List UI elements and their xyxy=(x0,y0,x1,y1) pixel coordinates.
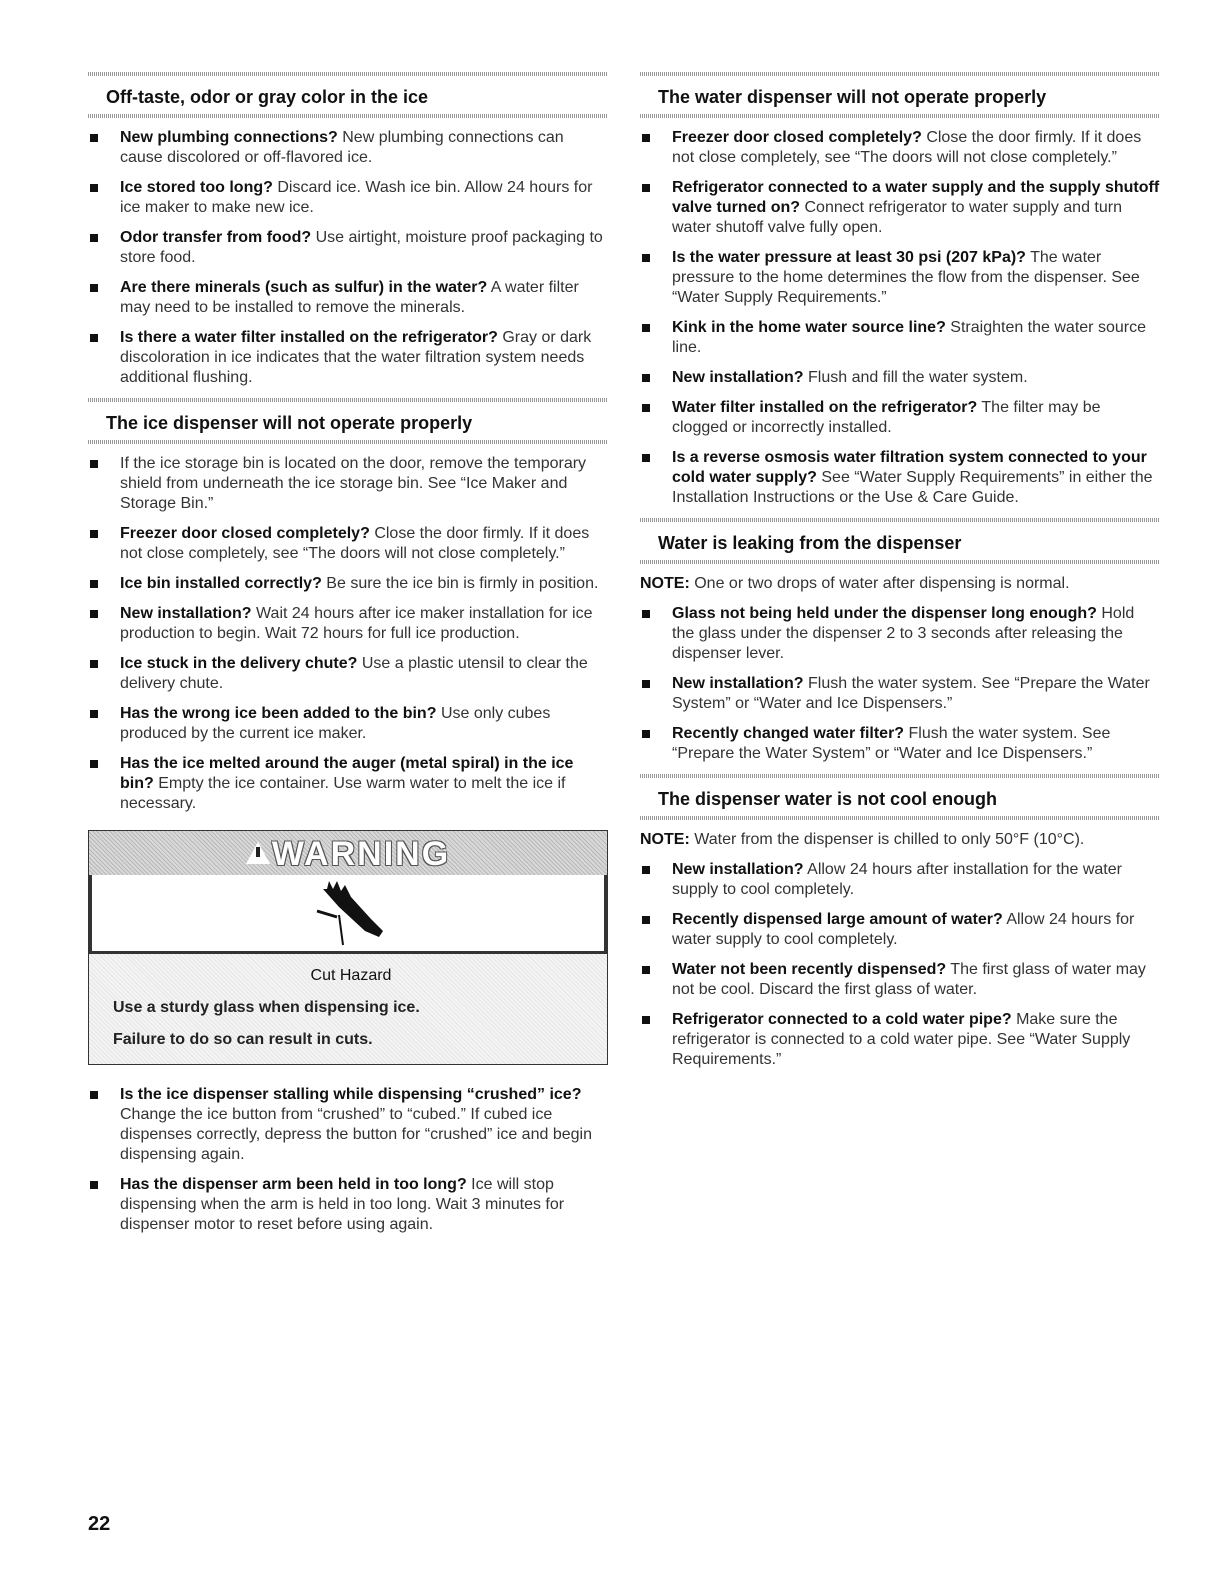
section-leaking xyxy=(640,518,1160,764)
bullet-icon xyxy=(90,284,98,292)
section-title: The water dispenser will not operate properly xyxy=(658,87,1047,107)
item-question: Is the water pressure at least 30 psi (207 kPa)? xyxy=(672,249,1026,266)
item-answer: The water pressure to the home determines the flow from the dispenser. See “Water Supply Requirements.” xyxy=(672,249,1140,306)
list-item xyxy=(640,178,1160,238)
bullet-icon xyxy=(90,710,98,718)
item-answer: Use airtight, moisture proof packaging to store food. xyxy=(120,229,603,266)
list-item xyxy=(640,448,1160,508)
item-answer: Use only cubes produced by the current ice maker. xyxy=(120,705,551,742)
warning-instruction: Use a sturdy glass when dispensing ice. xyxy=(113,999,420,1016)
item-answer: Ice will stop dispensing when the arm is held in too long. Wait 3 minutes for dispenser motor to reset before using again. xyxy=(120,1176,565,1233)
bullet-icon xyxy=(642,134,650,142)
list-item xyxy=(640,960,1160,1000)
item-answer: The filter may be clogged or incorrectly installed. xyxy=(672,399,1101,436)
item-answer: Use a plastic utensil to clear the delivery chute. xyxy=(120,655,588,692)
bullet-icon xyxy=(90,184,98,192)
item-question: Has the ice melted around the auger (metal spiral) in the ice bin? xyxy=(120,755,574,792)
item-question: Ice stored too long? xyxy=(120,179,273,196)
cut-hazard-icon xyxy=(293,875,403,947)
item-answer: New plumbing connections can cause discolored or off-flavored ice. xyxy=(120,129,564,166)
note-text: Water from the dispenser is chilled to only 50°F (10°C). xyxy=(694,831,1085,848)
list-item xyxy=(640,1010,1160,1070)
bullet-icon xyxy=(90,234,98,242)
item-question: Refrigerator connected to a cold water pipe? xyxy=(672,1011,1012,1028)
item-list xyxy=(88,1085,608,1235)
list-item xyxy=(88,654,608,694)
warning-box xyxy=(88,830,608,1065)
item-question: Freezer door closed completely? xyxy=(120,525,370,542)
item-answer: Flush and fill the water system. xyxy=(808,369,1028,386)
bullet-icon xyxy=(642,374,650,382)
item-answer: Be sure the ice bin is firmly in position. xyxy=(326,575,599,592)
list-item xyxy=(88,1085,608,1165)
list-item xyxy=(88,574,608,594)
item-answer: If the ice storage bin is located on the door, remove the temporary shield from underneath the ice storage bin. See “Ice Maker and Storage Bin.” xyxy=(120,455,587,512)
section-title: Off-taste, odor or gray color in the ice xyxy=(106,87,429,107)
bullet-icon xyxy=(642,730,650,738)
bullet-icon xyxy=(642,254,650,262)
section-title: The ice dispenser will not operate properly xyxy=(106,413,473,433)
item-question: New installation? xyxy=(120,605,252,622)
bullet-icon xyxy=(642,454,650,462)
note-label: NOTE: xyxy=(640,575,690,592)
item-list xyxy=(88,454,608,814)
item-answer: Empty the ice container. Use warm water to melt the ice if necessary. xyxy=(120,775,566,812)
list-item xyxy=(88,524,608,564)
section-off-taste xyxy=(88,72,608,388)
section-ice-dispenser xyxy=(88,398,608,1235)
list-item xyxy=(640,368,1160,388)
section-header xyxy=(88,72,608,118)
list-item xyxy=(88,178,608,218)
bullet-icon xyxy=(90,460,98,468)
item-question: Are there minerals (such as sulfur) in the water? xyxy=(120,279,488,296)
right-column xyxy=(640,72,1160,1080)
item-answer: Flush the water system. See “Prepare the Water System” or “Water and Ice Dispensers.” xyxy=(672,675,1150,712)
section-water-dispenser xyxy=(640,72,1160,508)
item-question: Has the dispenser arm been held in too long? xyxy=(120,1176,467,1193)
note-text: One or two drops of water after dispensing is normal. xyxy=(694,575,1070,592)
page-number: 22 xyxy=(88,1513,111,1535)
list-item xyxy=(640,674,1160,714)
item-question: Water filter installed on the refrigerator? xyxy=(672,399,978,416)
list-item xyxy=(88,1175,608,1235)
warning-text xyxy=(89,954,607,1064)
bullet-icon xyxy=(642,966,650,974)
section-header xyxy=(640,518,1160,564)
bullet-icon xyxy=(90,1181,98,1189)
warning-consequence: Failure to do so can result in cuts. xyxy=(113,1031,373,1048)
list-item xyxy=(88,128,608,168)
item-answer: Change the ice button from “crushed” to “cubed.” If cubed ice dispenses correctly, depress the button for “crushed” ice and begin dispensing again. xyxy=(120,1106,592,1163)
item-question: Glass not being held under the dispenser long enough? xyxy=(672,605,1097,622)
warning-header xyxy=(89,831,607,875)
item-question: Freezer door closed completely? xyxy=(672,129,922,146)
alert-triangle-icon xyxy=(246,842,270,864)
item-list xyxy=(640,604,1160,764)
item-answer: Straighten the water source line. xyxy=(672,319,1146,356)
item-question: Recently changed water filter? xyxy=(672,725,905,742)
item-answer: Close the door firmly. If it does not close completely, see “The doors will not close completely.” xyxy=(120,525,590,562)
list-item xyxy=(640,604,1160,664)
item-question: New installation? xyxy=(672,675,804,692)
list-item xyxy=(88,278,608,318)
item-question: Odor transfer from food? xyxy=(120,229,312,246)
bullet-icon xyxy=(642,866,650,874)
section-header xyxy=(88,398,608,444)
bullet-icon xyxy=(642,680,650,688)
item-list xyxy=(640,128,1160,508)
note-label: NOTE: xyxy=(640,831,690,848)
item-question: Is a reverse osmosis water filtration system connected to your cold water supply? xyxy=(672,449,1147,486)
item-answer: Wait 24 hours after ice maker installation for ice production to begin. Wait 72 hours for full ice production. xyxy=(120,605,593,642)
item-question: Ice stuck in the delivery chute? xyxy=(120,655,358,672)
list-item xyxy=(640,248,1160,308)
item-question: Has the wrong ice been added to the bin? xyxy=(120,705,437,722)
bullet-icon xyxy=(642,324,650,332)
bullet-icon xyxy=(90,1091,98,1099)
bullet-icon xyxy=(642,404,650,412)
bullet-icon xyxy=(90,610,98,618)
list-item xyxy=(640,128,1160,168)
list-item xyxy=(640,860,1160,900)
item-question: Ice bin installed correctly? xyxy=(120,575,322,592)
list-item xyxy=(640,724,1160,764)
item-answer: Close the door firmly. If it does not close completely, see “The doors will not close completely.” xyxy=(672,129,1142,166)
item-answer: See “Water Supply Requirements” in either the Installation Instructions or the Use & Care Guide. xyxy=(672,469,1153,506)
item-list xyxy=(88,128,608,388)
item-answer: Gray or dark discoloration in ice indicates that the water filtration system needs additional flushing. xyxy=(120,329,592,386)
item-answer: Make sure the refrigerator is connected to a cold water pipe. See “Water Supply Requirements.” xyxy=(672,1011,1131,1068)
list-item xyxy=(88,704,608,744)
item-answer: Hold the glass under the dispenser 2 to 3 seconds after releasing the dispenser lever. xyxy=(672,605,1135,662)
item-question: Water not been recently dispensed? xyxy=(672,961,947,978)
bullet-icon xyxy=(90,334,98,342)
item-question: Is the ice dispenser stalling while dispensing “crushed” ice? xyxy=(120,1086,582,1103)
note xyxy=(640,574,1160,594)
item-question: Kink in the home water source line? xyxy=(672,319,946,336)
item-question: New plumbing connections? xyxy=(120,129,338,146)
section-header xyxy=(640,72,1160,118)
warning-heading-text: WARNING xyxy=(271,835,451,873)
item-question: New installation? xyxy=(672,369,804,386)
bullet-icon xyxy=(642,1016,650,1024)
section-title: The dispenser water is not cool enough xyxy=(658,789,998,809)
item-question: New installation? xyxy=(672,861,804,878)
warning-title: Cut Hazard xyxy=(310,967,392,984)
section-not-cool xyxy=(640,774,1160,1070)
list-item xyxy=(88,328,608,388)
list-item xyxy=(640,318,1160,358)
item-answer: Allow 24 hours after installation for the water supply to cool completely. xyxy=(672,861,1122,898)
note xyxy=(640,830,1160,850)
bullet-icon xyxy=(90,530,98,538)
item-answer: A water filter may need to be installed to remove the minerals. xyxy=(120,279,579,316)
warning-image xyxy=(89,875,607,954)
bullet-icon xyxy=(90,760,98,768)
list-item xyxy=(88,604,608,644)
item-list xyxy=(640,860,1160,1070)
bullet-icon xyxy=(90,580,98,588)
bullet-icon xyxy=(90,134,98,142)
bullet-icon xyxy=(642,184,650,192)
bullet-icon xyxy=(90,660,98,668)
bullet-icon xyxy=(642,610,650,618)
list-item xyxy=(88,754,608,814)
item-answer: The first glass of water may not be cool. Discard the first glass of water. xyxy=(672,961,1146,998)
section-title: Water is leaking from the dispenser xyxy=(658,533,962,553)
list-item xyxy=(640,910,1160,950)
item-question: Refrigerator connected to a water supply and the supply shutoff valve turned on? xyxy=(672,179,1160,216)
warning-heading xyxy=(240,835,456,873)
list-item xyxy=(88,228,608,268)
item-answer: Discard ice. Wash ice bin. Allow 24 hours for ice maker to make new ice. xyxy=(120,179,593,216)
item-answer: Flush the water system. See “Prepare the Water System” or “Water and Ice Dispensers.” xyxy=(672,725,1111,762)
list-item xyxy=(88,454,608,514)
item-answer: Connect refrigerator to water supply and turn water shutoff valve fully open. xyxy=(672,199,1122,236)
section-header xyxy=(640,774,1160,820)
item-question: Is there a water filter installed on the refrigerator? xyxy=(120,329,498,346)
list-item xyxy=(640,398,1160,438)
bullet-icon xyxy=(642,916,650,924)
item-question: Recently dispensed large amount of water? xyxy=(672,911,1003,928)
left-column xyxy=(88,72,608,1245)
item-answer: Allow 24 hours for water supply to cool completely. xyxy=(672,911,1135,948)
